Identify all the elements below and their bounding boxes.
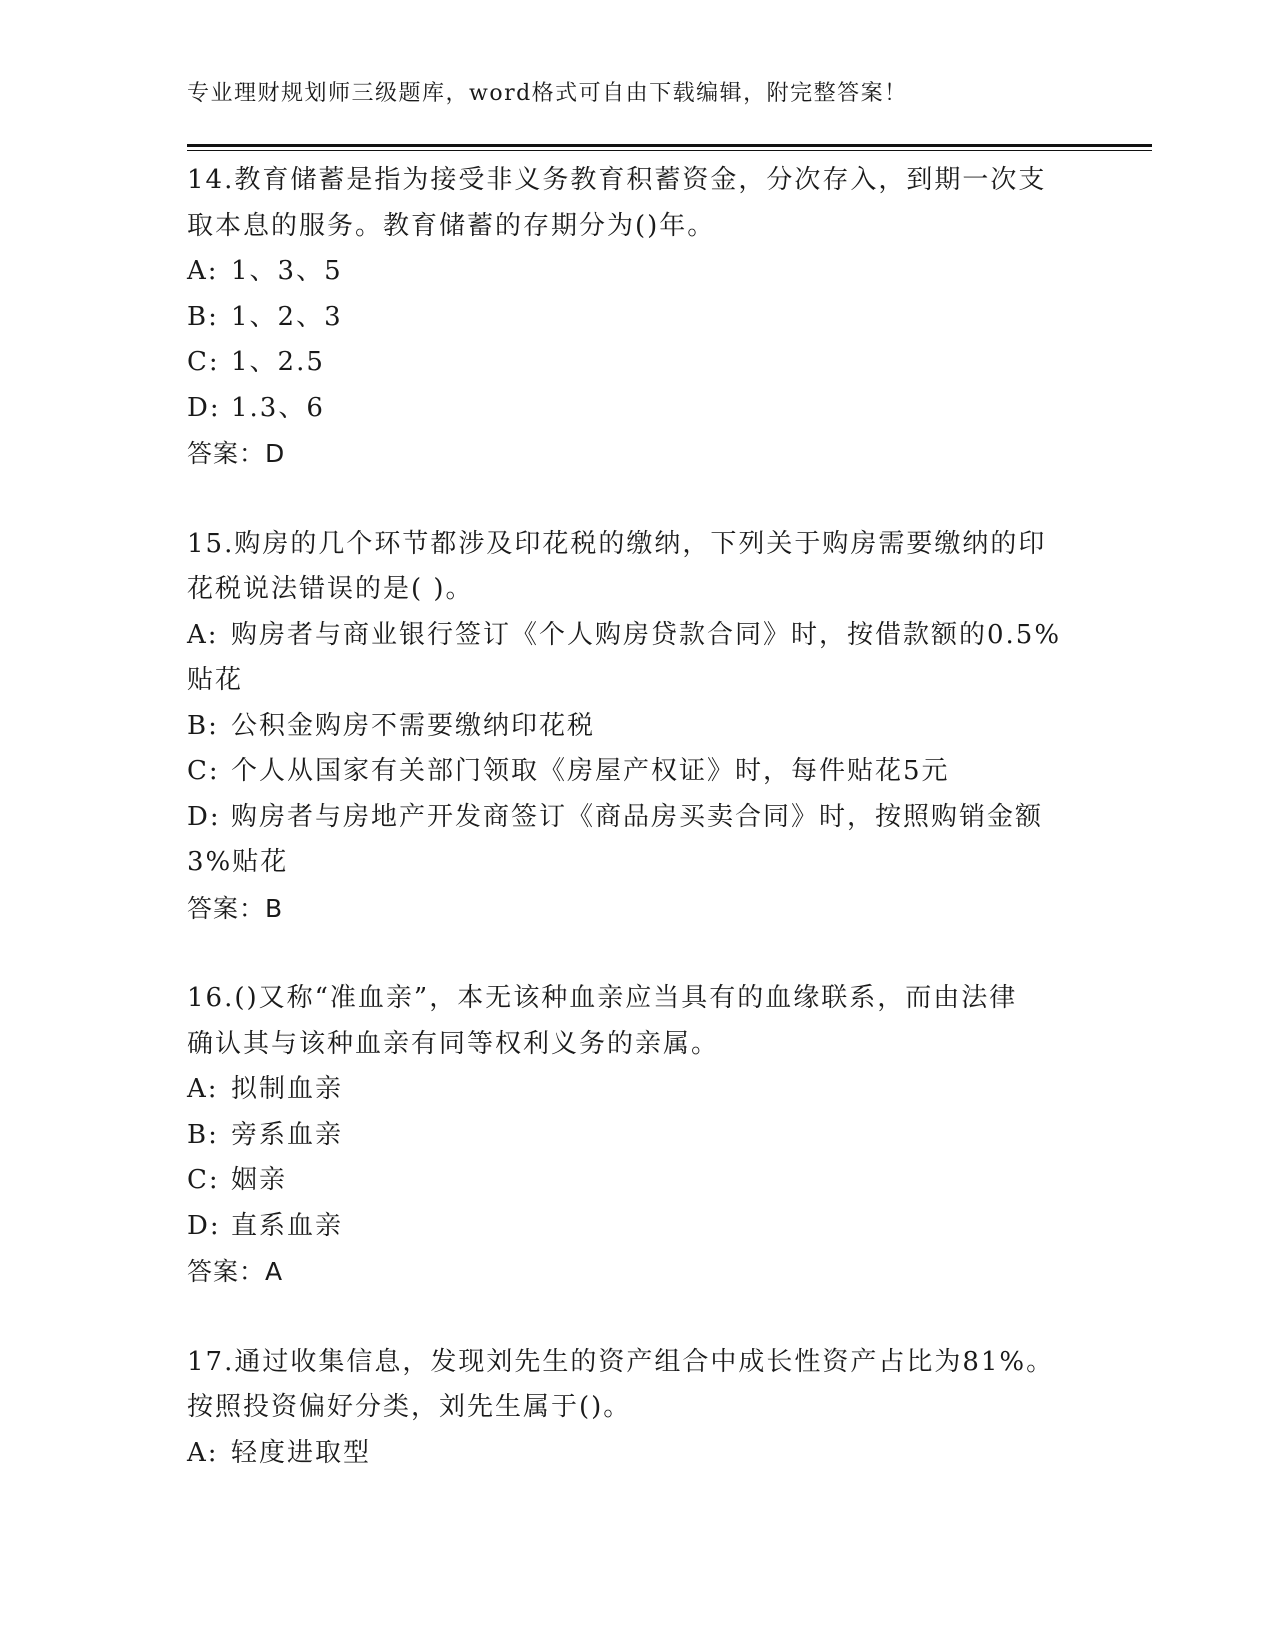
option-text: 购房者与房地产开发商签订《商品房买卖合同》时，按照购销金额 <box>231 801 1044 832</box>
option-text: 拟制血亲 <box>231 1074 344 1104</box>
option-a <box>187 613 1087 659</box>
option-c <box>187 340 1087 386</box>
page-header: 专业理财规划师三级题库，word格式可自由下载编辑，附完整答案！ <box>187 81 908 106</box>
option-b <box>187 295 1087 341</box>
option-text: 个人从国家有关部门领取《房屋产权证》时，每件贴花5元 <box>231 756 950 786</box>
option-letter: A: <box>187 619 219 650</box>
option-a <box>187 1067 1087 1113</box>
option-d <box>187 386 1087 432</box>
option-b <box>187 704 1087 750</box>
option-letter: D: <box>187 801 221 832</box>
option-text: 直系血亲 <box>231 1210 344 1241</box>
question-stem-line: 花税说法错误的是( )。 <box>187 574 474 604</box>
option-text: 1、2、3 <box>231 301 343 332</box>
option-letter: A: <box>187 1074 219 1104</box>
option-a <box>187 1431 1087 1477</box>
question-stem-line: 确认其与该种血亲有同等权利义务的亲属。 <box>187 1028 720 1059</box>
option-letter: C: <box>187 756 220 786</box>
option-text: 购房者与商业银行签订《个人购房贷款合同》时，按借款额的0.5% <box>231 619 1062 650</box>
option-c <box>187 1158 1087 1204</box>
option-letter: C: <box>187 1165 220 1195</box>
option-a <box>187 249 1087 295</box>
answer-line: 答案：D <box>187 439 286 468</box>
option-text: 1、2.5 <box>231 347 325 377</box>
question-stem-line: 16.()又称“准血亲”，本无该种血亲应当具有的血缘联系，而由法律 <box>187 983 1018 1013</box>
answer-line: 答案：A <box>187 1257 284 1286</box>
option-b <box>187 1113 1087 1159</box>
option-text: 轻度进取型 <box>231 1437 372 1468</box>
question-16 <box>187 976 1087 1295</box>
question-stem-line: 14.教育储蓄是指为接受非义务教育积蓄资金，分次存入，到期一次支 <box>187 165 1047 195</box>
question-14 <box>187 158 1087 477</box>
option-letter: B: <box>187 710 219 741</box>
option-d <box>187 1204 1087 1250</box>
question-stem-line: 取本息的服务。教育储蓄的存期分为()年。 <box>187 210 716 241</box>
option-letter: D: <box>187 1210 221 1241</box>
option-text: 姻亲 <box>231 1165 288 1195</box>
option-letter: D: <box>187 392 221 423</box>
option-text: 公积金购房不需要缴纳印花税 <box>231 710 596 741</box>
option-text: 1、3、5 <box>231 256 343 286</box>
question-list <box>187 158 1087 1521</box>
question-stem-line: 17.通过收集信息，发现刘先生的资产组合中成长性资产占比为81%。 <box>187 1346 1055 1377</box>
question-15 <box>187 522 1087 932</box>
option-continuation: 贴花 <box>187 665 244 695</box>
question-17 <box>187 1340 1087 1477</box>
answer-line: 答案：B <box>187 893 284 923</box>
option-text: 旁系血亲 <box>231 1119 344 1150</box>
option-c <box>187 749 1087 795</box>
option-letter: B: <box>187 1119 219 1150</box>
header-rule-thick <box>187 144 1152 147</box>
option-letter: C: <box>187 347 220 377</box>
option-letter: A: <box>187 256 219 286</box>
option-d <box>187 795 1087 841</box>
option-letter: A: <box>187 1437 219 1468</box>
question-stem-line: 按照投资偏好分类，刘先生属于()。 <box>187 1392 632 1422</box>
option-continuation: 3%贴花 <box>187 847 289 877</box>
header-rule-thin <box>187 150 1152 151</box>
option-text: 1.3、6 <box>231 392 325 423</box>
option-letter: B: <box>187 301 219 332</box>
question-stem-line: 15.购房的几个环节都涉及印花税的缴纳，下列关于购房需要缴纳的印 <box>187 528 1047 559</box>
